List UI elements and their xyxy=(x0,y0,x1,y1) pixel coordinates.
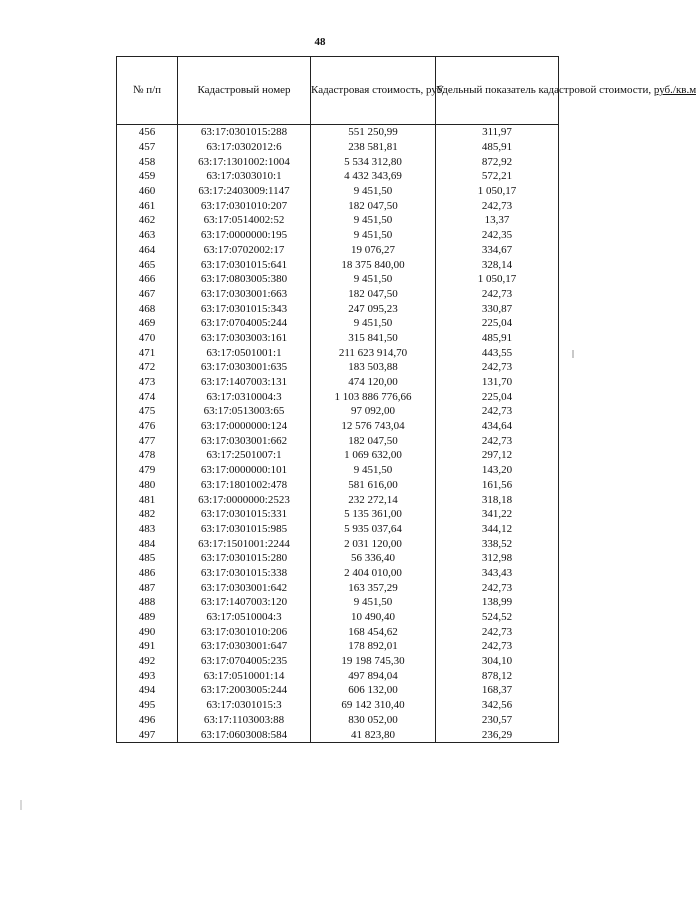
row-number-cell: 493 xyxy=(117,668,178,683)
row-number-cell: 466 xyxy=(117,272,178,287)
cadastral-value-cell: 581 616,00 xyxy=(311,478,436,493)
specific-value-cell: 872,92 xyxy=(436,154,559,169)
cadastral-number-cell: 63:17:0301010:206 xyxy=(178,624,311,639)
cadastral-value-cell: 474 120,00 xyxy=(311,375,436,390)
table-row xyxy=(117,169,559,184)
table-row xyxy=(117,507,559,522)
cadastral-number-cell: 63:17:0301015:331 xyxy=(178,507,311,522)
row-number-cell: 462 xyxy=(117,213,178,228)
table-row xyxy=(117,198,559,213)
cadastral-number-cell: 63:17:0310004:3 xyxy=(178,389,311,404)
cadastral-number-cell: 63:17:1801002:478 xyxy=(178,478,311,493)
table-row xyxy=(117,331,559,346)
table-row xyxy=(117,272,559,287)
row-number-cell: 482 xyxy=(117,507,178,522)
cadastral-number-cell: 63:17:0501001:1 xyxy=(178,345,311,360)
table-row xyxy=(117,536,559,551)
row-number-cell: 488 xyxy=(117,595,178,610)
specific-value-cell: 330,87 xyxy=(436,301,559,316)
table-row xyxy=(117,683,559,698)
cadastral-number-cell: 63:17:0303001:642 xyxy=(178,580,311,595)
row-number-cell: 496 xyxy=(117,713,178,728)
table-row xyxy=(117,360,559,375)
row-number-cell: 467 xyxy=(117,287,178,302)
header-cadastral-number: Кадастровый номер xyxy=(178,57,311,125)
cadastral-number-cell: 63:17:2003005:244 xyxy=(178,683,311,698)
cadastral-number-cell: 63:17:0303001:663 xyxy=(178,287,311,302)
specific-value-cell: 242,73 xyxy=(436,404,559,419)
row-number-cell: 480 xyxy=(117,478,178,493)
specific-value-cell: 343,43 xyxy=(436,566,559,581)
table-row xyxy=(117,698,559,713)
cadastral-number-cell: 63:17:0301015:280 xyxy=(178,551,311,566)
cadastral-number-cell: 63:17:0000000:195 xyxy=(178,228,311,243)
cadastral-number-cell: 63:17:0704005:235 xyxy=(178,654,311,669)
row-number-cell: 486 xyxy=(117,566,178,581)
cadastral-number-cell: 63:17:1501001:2244 xyxy=(178,536,311,551)
cadastral-value-cell: 2 031 120,00 xyxy=(311,536,436,551)
cadastral-number-cell: 63:17:0303001:647 xyxy=(178,639,311,654)
table-row xyxy=(117,419,559,434)
table-row xyxy=(117,243,559,258)
cadastral-value-cell: 18 375 840,00 xyxy=(311,257,436,272)
cadastral-number-cell: 63:17:1407003:120 xyxy=(178,595,311,610)
table-row xyxy=(117,213,559,228)
cadastral-number-cell: 63:17:0303003:161 xyxy=(178,331,311,346)
specific-value-cell: 225,04 xyxy=(436,389,559,404)
table-row xyxy=(117,478,559,493)
scan-smudge xyxy=(572,350,574,358)
row-number-cell: 490 xyxy=(117,624,178,639)
row-number-cell: 472 xyxy=(117,360,178,375)
row-number-cell: 469 xyxy=(117,316,178,331)
cadastral-number-cell: 63:17:0514002:52 xyxy=(178,213,311,228)
cadastral-value-cell: 12 576 743,04 xyxy=(311,419,436,434)
row-number-cell: 485 xyxy=(117,551,178,566)
row-number-cell: 495 xyxy=(117,698,178,713)
cadastral-value-cell: 2 404 010,00 xyxy=(311,566,436,581)
cadastral-value-cell: 9 451,50 xyxy=(311,316,436,331)
specific-value-cell: 242,73 xyxy=(436,639,559,654)
row-number-cell: 491 xyxy=(117,639,178,654)
cadastral-value-cell: 1 103 886 776,66 xyxy=(311,389,436,404)
specific-value-cell: 13,37 xyxy=(436,213,559,228)
table-row xyxy=(117,522,559,537)
cadastral-value-cell: 211 623 914,70 xyxy=(311,345,436,360)
specific-value-cell: 242,73 xyxy=(436,624,559,639)
row-number-cell: 468 xyxy=(117,301,178,316)
specific-value-cell: 485,91 xyxy=(436,331,559,346)
row-number-cell: 476 xyxy=(117,419,178,434)
cadastral-value-cell: 5 135 361,00 xyxy=(311,507,436,522)
cadastral-value-cell: 182 047,50 xyxy=(311,433,436,448)
cadastral-value-cell: 168 454,62 xyxy=(311,624,436,639)
specific-value-cell: 311,97 xyxy=(436,125,559,140)
cadastral-number-cell: 63:17:2501007:1 xyxy=(178,448,311,463)
row-number-cell: 475 xyxy=(117,404,178,419)
cadastral-value-cell: 238 581,81 xyxy=(311,140,436,155)
table-row xyxy=(117,727,559,742)
row-number-cell: 494 xyxy=(117,683,178,698)
cadastral-number-cell: 63:17:1103003:88 xyxy=(178,713,311,728)
table-row xyxy=(117,713,559,728)
table-body xyxy=(117,125,559,743)
cadastral-number-cell: 63:17:0301015:338 xyxy=(178,566,311,581)
table-row xyxy=(117,228,559,243)
specific-value-cell: 341,22 xyxy=(436,507,559,522)
row-number-cell: 459 xyxy=(117,169,178,184)
specific-value-cell: 242,73 xyxy=(436,287,559,302)
cadastral-number-cell: 63:17:0000000:101 xyxy=(178,463,311,478)
cadastral-number-cell: 63:17:0510004:3 xyxy=(178,610,311,625)
cadastral-number-cell: 63:17:0303001:662 xyxy=(178,433,311,448)
specific-value-cell: 434,64 xyxy=(436,419,559,434)
row-number-cell: 470 xyxy=(117,331,178,346)
specific-value-cell: 242,73 xyxy=(436,360,559,375)
cadastral-value-cell: 606 132,00 xyxy=(311,683,436,698)
cadastral-value-cell: 10 490,40 xyxy=(311,610,436,625)
specific-value-cell: 242,35 xyxy=(436,228,559,243)
row-number-cell: 497 xyxy=(117,727,178,742)
cadastral-value-cell: 182 047,50 xyxy=(311,198,436,213)
specific-value-cell: 342,56 xyxy=(436,698,559,713)
cadastral-number-cell: 63:17:0000000:2523 xyxy=(178,492,311,507)
row-number-cell: 477 xyxy=(117,433,178,448)
table-row xyxy=(117,154,559,169)
cadastral-value-cell: 9 451,50 xyxy=(311,213,436,228)
table-header xyxy=(117,57,696,125)
cadastral-value-cell: 163 357,29 xyxy=(311,580,436,595)
cadastral-value-cell: 5 935 037,64 xyxy=(311,522,436,537)
page-number: 48 xyxy=(314,36,326,48)
cadastral-number-cell: 63:17:0702002:17 xyxy=(178,243,311,258)
specific-value-cell: 572,21 xyxy=(436,169,559,184)
specific-value-cell: 318,18 xyxy=(436,492,559,507)
cadastral-value-cell: 232 272,14 xyxy=(311,492,436,507)
specific-value-cell: 878,12 xyxy=(436,668,559,683)
table-row xyxy=(117,125,559,140)
table-row xyxy=(117,389,559,404)
specific-value-cell: 443,55 xyxy=(436,345,559,360)
cadastral-value-cell: 9 451,50 xyxy=(311,463,436,478)
row-number-cell: 457 xyxy=(117,140,178,155)
row-number-cell: 479 xyxy=(117,463,178,478)
scan-smudge xyxy=(20,800,22,810)
specific-value-cell: 334,67 xyxy=(436,243,559,258)
table-row xyxy=(117,551,559,566)
cadastral-number-cell: 63:17:0510001:14 xyxy=(178,668,311,683)
table-row xyxy=(117,654,559,669)
cadastral-value-table xyxy=(116,56,696,743)
cadastral-number-cell: 63:17:0301015:288 xyxy=(178,125,311,140)
table-row xyxy=(117,287,559,302)
specific-value-cell: 225,04 xyxy=(436,316,559,331)
specific-value-cell: 328,14 xyxy=(436,257,559,272)
cadastral-number-cell: 63:17:0301015:985 xyxy=(178,522,311,537)
header-cadastral-value: Кадастровая стоимость, руб. xyxy=(311,57,436,125)
table-row xyxy=(117,566,559,581)
table-header-row xyxy=(117,57,559,125)
row-number-cell: 471 xyxy=(117,345,178,360)
cadastral-number-cell: 63:17:0603008:584 xyxy=(178,727,311,742)
cadastral-value-cell: 41 823,80 xyxy=(311,727,436,742)
row-number-cell: 484 xyxy=(117,536,178,551)
cadastral-value-cell: 4 432 343,69 xyxy=(311,169,436,184)
cadastral-number-cell: 63:17:0000000:124 xyxy=(178,419,311,434)
specific-value-cell: 161,56 xyxy=(436,478,559,493)
table-row xyxy=(117,624,559,639)
table-row xyxy=(117,301,559,316)
table-row xyxy=(117,257,559,272)
specific-value-cell: 236,29 xyxy=(436,727,559,742)
cadastral-number-cell: 63:17:0513003:65 xyxy=(178,404,311,419)
cadastral-value-cell: 9 451,50 xyxy=(311,595,436,610)
cadastral-number-cell: 63:17:0803005:380 xyxy=(178,272,311,287)
header-unit-text: руб./кв.м xyxy=(653,84,696,96)
table-row xyxy=(117,345,559,360)
specific-value-cell: 242,73 xyxy=(436,580,559,595)
row-number-cell: 489 xyxy=(117,610,178,625)
table-row xyxy=(117,580,559,595)
cadastral-value-cell: 5 534 312,80 xyxy=(311,154,436,169)
row-number-cell: 465 xyxy=(117,257,178,272)
cadastral-number-cell: 63:17:0704005:244 xyxy=(178,316,311,331)
specific-value-cell: 297,12 xyxy=(436,448,559,463)
row-number-cell: 460 xyxy=(117,184,178,199)
cadastral-value-cell: 97 092,00 xyxy=(311,404,436,419)
cadastral-value-cell: 1 069 632,00 xyxy=(311,448,436,463)
cadastral-value-cell: 9 451,50 xyxy=(311,272,436,287)
table-row xyxy=(117,639,559,654)
cadastral-value-cell: 9 451,50 xyxy=(311,228,436,243)
header-row-number: № п/п xyxy=(117,57,178,125)
cadastral-value-cell: 551 250,99 xyxy=(311,125,436,140)
table-row xyxy=(117,184,559,199)
row-number-cell: 478 xyxy=(117,448,178,463)
cadastral-value-cell: 247 095,23 xyxy=(311,301,436,316)
cadastral-value-cell: 19 076,27 xyxy=(311,243,436,258)
cadastral-value-cell: 178 892,01 xyxy=(311,639,436,654)
specific-value-cell: 338,52 xyxy=(436,536,559,551)
specific-value-cell: 312,98 xyxy=(436,551,559,566)
specific-value-cell: 242,73 xyxy=(436,433,559,448)
cadastral-number-cell: 63:17:1407003:131 xyxy=(178,375,311,390)
table-row xyxy=(117,492,559,507)
table-row xyxy=(117,316,559,331)
cadastral-value-cell: 497 894,04 xyxy=(311,668,436,683)
cadastral-number-cell: 63:17:0303010:1 xyxy=(178,169,311,184)
cadastral-value-cell: 830 052,00 xyxy=(311,713,436,728)
table-row xyxy=(117,433,559,448)
cadastral-value-cell: 183 503,88 xyxy=(311,360,436,375)
cadastral-number-cell: 63:17:0301010:207 xyxy=(178,198,311,213)
cadastral-number-cell: 63:17:0301015:3 xyxy=(178,698,311,713)
table-row xyxy=(117,668,559,683)
cadastral-value-cell: 182 047,50 xyxy=(311,287,436,302)
specific-value-cell: 485,91 xyxy=(436,140,559,155)
table-row xyxy=(117,463,559,478)
row-number-cell: 473 xyxy=(117,375,178,390)
cadastral-number-cell: 63:17:2403009:1147 xyxy=(178,184,311,199)
cadastral-number-cell: 63:17:0302012:6 xyxy=(178,140,311,155)
specific-value-cell: 242,73 xyxy=(436,198,559,213)
table-row xyxy=(117,140,559,155)
row-number-cell: 461 xyxy=(117,198,178,213)
row-number-cell: 458 xyxy=(117,154,178,169)
specific-value-cell: 1 050,17 xyxy=(436,184,559,199)
cadastral-number-cell: 63:17:0301015:343 xyxy=(178,301,311,316)
specific-value-cell: 138,99 xyxy=(436,595,559,610)
table-row xyxy=(117,595,559,610)
row-number-cell: 492 xyxy=(117,654,178,669)
specific-value-cell: 1 050,17 xyxy=(436,272,559,287)
specific-value-cell: 344,12 xyxy=(436,522,559,537)
row-number-cell: 463 xyxy=(117,228,178,243)
specific-value-cell: 304,10 xyxy=(436,654,559,669)
cadastral-value-cell: 19 198 745,30 xyxy=(311,654,436,669)
cadastral-number-cell: 63:17:0301015:641 xyxy=(178,257,311,272)
table-row xyxy=(117,448,559,463)
cadastral-value-cell: 9 451,50 xyxy=(311,184,436,199)
specific-value-cell: 524,52 xyxy=(436,610,559,625)
specific-value-cell: 143,20 xyxy=(436,463,559,478)
row-number-cell: 481 xyxy=(117,492,178,507)
table-row xyxy=(117,375,559,390)
table-row xyxy=(117,610,559,625)
cadastral-number-cell: 63:17:1301002:1004 xyxy=(178,154,311,169)
header-specific-value: Удельный показатель кадастровой стоимости, руб./кв.м xyxy=(436,57,559,125)
specific-value-cell: 230,57 xyxy=(436,713,559,728)
cadastral-value-cell: 315 841,50 xyxy=(311,331,436,346)
row-number-cell: 487 xyxy=(117,580,178,595)
row-number-cell: 456 xyxy=(117,125,178,140)
specific-value-cell: 168,37 xyxy=(436,683,559,698)
row-number-cell: 464 xyxy=(117,243,178,258)
row-number-cell: 483 xyxy=(117,522,178,537)
table-row xyxy=(117,404,559,419)
specific-value-cell: 131,70 xyxy=(436,375,559,390)
cadastral-value-cell: 69 142 310,40 xyxy=(311,698,436,713)
cadastral-number-cell: 63:17:0303001:635 xyxy=(178,360,311,375)
cadastral-value-cell: 56 336,40 xyxy=(311,551,436,566)
row-number-cell: 474 xyxy=(117,389,178,404)
